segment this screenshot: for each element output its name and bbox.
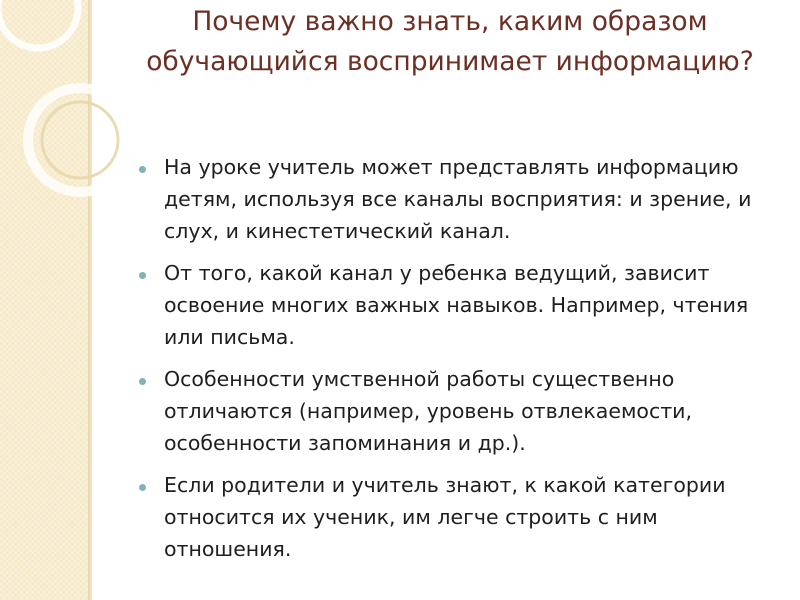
bullet-dot-icon (139, 484, 146, 491)
bullet-text-2: От того, какой канал у ребенка ведущий, зависит освоение многих важных навыков. Например, чтения или письма. (164, 261, 749, 349)
bullet-dot-icon (139, 166, 146, 173)
decorative-ring-inner (42, 102, 118, 178)
bullet-item-2 (136, 257, 776, 353)
bullet-dot-icon (139, 378, 146, 385)
bullet-text-4: Если родители и учитель знают, к какой категории относится их ученик, им легче строить с ним отношения. (164, 473, 726, 561)
slide-title: Почему важно знать, каким образом обучающийся воспринимает информацию? (146, 6, 754, 77)
bullet-item-1 (136, 151, 776, 247)
decorative-ring-top (0, 0, 78, 48)
decorative-ring-middle (28, 88, 132, 192)
bullet-text-1: На уроке учитель может представлять информацию детям, используя все каналы восприятия: и зрение, и слух, и кинестетический канал. (164, 155, 752, 243)
bullet-item-4 (136, 469, 776, 565)
bullet-list (136, 151, 776, 575)
decorative-circles (0, 0, 120, 210)
bullet-dot-icon (139, 272, 146, 279)
bullet-text-3: Особенности умственной работы существенно отличаются (например, уровень отвлекаемости, особенности запоминания и др.). (164, 367, 693, 455)
bullet-item-3 (136, 363, 776, 459)
